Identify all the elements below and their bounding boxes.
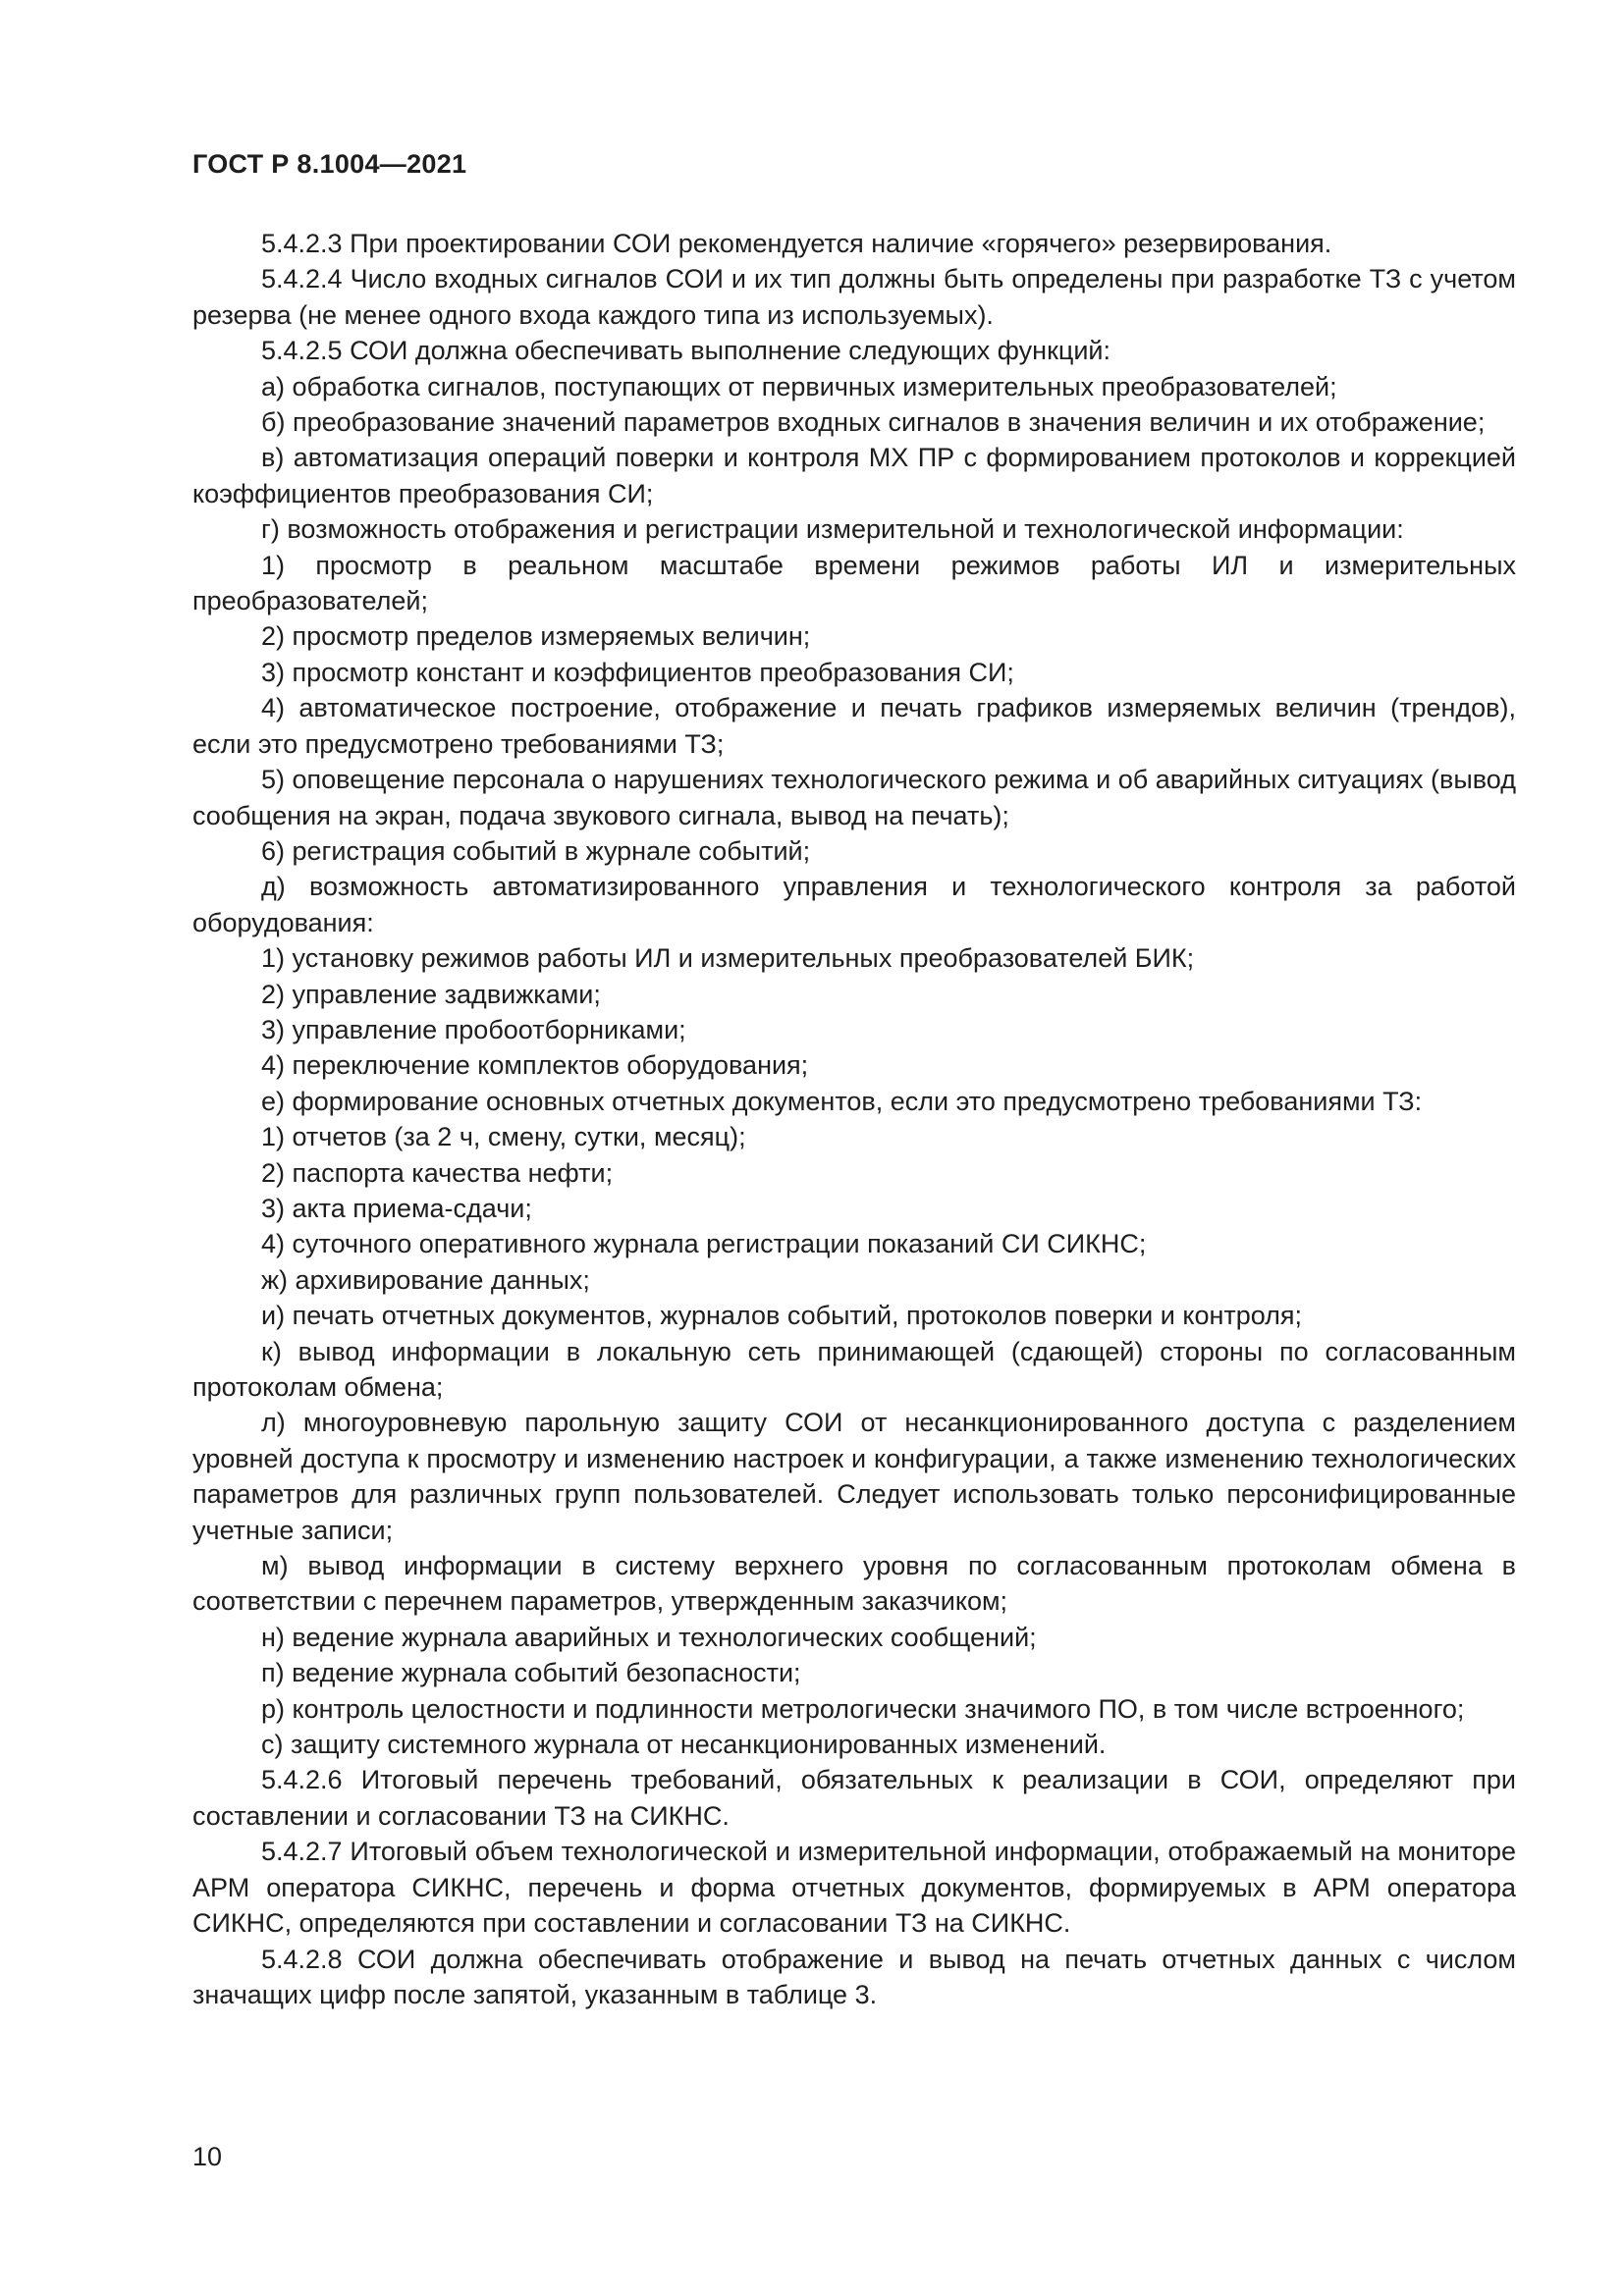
list-item-n: н) ведение журнала аварийных и технологических сообщений;: [261, 1622, 1037, 1652]
list-item-e: е) формирование основных отчетных документов, если это предусмотрено требованиями ТЗ:: [261, 1086, 1423, 1116]
list-item-v: в) автоматизация операций поверки и контроля МХ ПР с формированием протоколов и коррекцией коэффициентов преобразования СИ;: [192, 443, 1516, 508]
list-item-s: с) защиту системного журнала от несанкционированных изменений.: [261, 1730, 1107, 1760]
paragraph-5-4-2-8: 5.4.2.8 СОИ должна обеспечивать отображение и вывод на печать отчетных данных с числом значащих цифр после запятой, указанным в таблице 3.: [192, 1944, 1516, 2009]
list-item-e-3: 3) акта приема-сдачи;: [261, 1193, 532, 1223]
list-item-g-6: 6) регистрация событий в журнале событий;: [261, 835, 811, 866]
page-number: 10: [192, 2142, 223, 2171]
list-item-m: м) вывод информации в систему верхнего уровня по согласованным протоколам обмена в соответствии с перечнем параметров, утвержденным заказчиком;: [192, 1551, 1516, 1617]
list-item-d-3: 3) управление пробоотборниками;: [261, 1014, 686, 1044]
list-item-l: л) многоуровневую парольную защиту СОИ от несанкционированного доступа с разделением уровней доступа к просмотру и изменению настроек и конфигурации, а также изменению технологических параметров для различных групп пользователей. Следует использовать только персонифицированные учетные записи;: [192, 1408, 1516, 1545]
list-item-g-2: 2) просмотр пределов измеряемых величин;: [261, 621, 811, 652]
list-item-d-2: 2) управление задвижками;: [261, 979, 601, 1009]
list-item-k: к) вывод информации в локальную сеть принимающей (сдающей) стороны по согласованным протоколам обмена;: [192, 1336, 1516, 1402]
document-header: ГОСТ Р 8.1004—2021: [192, 149, 467, 179]
list-item-g-4: 4) автоматическое построение, отображение и печать графиков измеряемых величин (трендов), если это предусмотрено требованиями ТЗ;: [192, 693, 1516, 759]
list-item-g-5: 5) оповещение персонала о нарушениях технологического режима и об аварийных ситуациях (вывод сообщения на экран, подача звукового сигнала, вывод на печать);: [192, 765, 1516, 830]
list-item-zh: ж) архивирование данных;: [261, 1264, 590, 1295]
paragraph-5-4-2-4: 5.4.2.4 Число входных сигналов СОИ и их тип должны быть определены при разработке ТЗ с учетом резерва (не менее одного входа каждого типа из используемых).: [192, 264, 1516, 330]
list-item-d-1: 1) установку режимов работы ИЛ и измерительных преобразователей БИК;: [261, 943, 1195, 974]
list-item-i: и) печать отчетных документов, журналов событий, протоколов поверки и контроля;: [261, 1301, 1303, 1331]
list-item-b: б) преобразование значений параметров входных сигналов в значения величин и их отображение;: [261, 407, 1486, 438]
list-item-e-2: 2) паспорта качества нефти;: [261, 1157, 614, 1188]
paragraph-5-4-2-3: 5.4.2.3 При проектировании СОИ рекомендуется наличие «горячего» резервирования.: [261, 229, 1332, 258]
list-item-e-1: 1) отчетов (за 2 ч, смену, сутки, месяц);: [261, 1122, 746, 1152]
document-body: [192, 226, 1516, 2012]
paragraph-5-4-2-6: 5.4.2.6 Итоговый перечень требований, обязательных к реализации в СОИ, определяют при составлении и согласовании ТЗ на СИКНС.: [192, 1765, 1516, 1831]
list-item-g-1: 1) просмотр в реальном масштабе времени режимов работы ИЛ и измерительных преобразователей;: [192, 550, 1516, 616]
list-item-p: п) ведение журнала событий безопасности;: [261, 1658, 801, 1688]
list-item-d-4: 4) переключение комплектов оборудования;: [261, 1050, 809, 1081]
list-item-g: г) возможность отображения и регистрации измерительной и технологической информации:: [261, 514, 1404, 545]
list-item-d: д) возможность автоматизированного управления и технологического контроля за работой оборудования:: [192, 872, 1516, 937]
list-item-r: р) контроль целостности и подлинности метрологически значимого ПО, в том числе встроенного;: [261, 1693, 1465, 1724]
list-item-a: а) обработка сигналов, поступающих от первичных измерительных преобразователей;: [261, 371, 1337, 401]
paragraph-5-4-2-5: 5.4.2.5 СОИ должна обеспечивать выполнение следующих функций:: [261, 336, 1111, 366]
paragraph-5-4-2-7: 5.4.2.7 Итоговый объем технологической и измерительной информации, отображаемый на мониторе АРМ оператора СИКНС, перечень и форма отчетных документов, формируемых в АРМ оператора СИКНС, определяются при составлении и согласовании ТЗ на СИКНС.: [192, 1837, 1516, 1939]
list-item-g-3: 3) просмотр констант и коэффициентов преобразования СИ;: [261, 657, 1014, 687]
list-item-e-4: 4) суточного оперативного журнала регистрации показаний СИ СИКНС;: [261, 1229, 1147, 1259]
